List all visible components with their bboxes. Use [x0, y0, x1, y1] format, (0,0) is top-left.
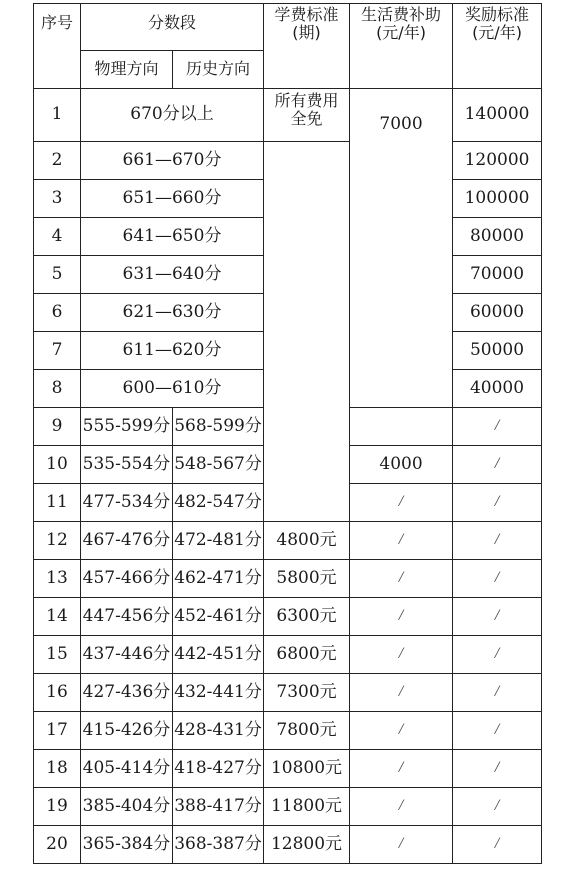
row-no: 3 [34, 180, 81, 218]
row-reward: / [453, 788, 542, 826]
header-row [34, 4, 542, 51]
row-no: 2 [34, 142, 81, 180]
row-reward: 40000 [453, 370, 542, 408]
header-living-line1: 生活费补助 [361, 5, 442, 24]
row-reward: / [453, 826, 542, 864]
row-no: 14 [34, 598, 81, 636]
row-history: 368-387分 [173, 826, 264, 864]
row-no: 5 [34, 256, 81, 294]
row-history: 452-461分 [173, 598, 264, 636]
row-no: 20 [34, 826, 81, 864]
table-row [34, 89, 542, 142]
row-reward: / [453, 598, 542, 636]
row-history: 568-599分 [173, 408, 264, 446]
row-no: 11 [34, 484, 81, 522]
row-tuition-line2: 全免 [290, 109, 323, 129]
row-score: 621—630分 [81, 294, 264, 332]
row-no: 6 [34, 294, 81, 332]
table-row [34, 522, 542, 560]
header-living [350, 4, 453, 89]
row-tuition: 6800元 [264, 636, 350, 674]
row-score: 641—650分 [81, 218, 264, 256]
row-physics: 555-599分 [81, 408, 173, 446]
row-reward: / [453, 484, 542, 522]
row-score: 600—610分 [81, 370, 264, 408]
row-reward: / [453, 446, 542, 484]
row-history: 388-417分 [173, 788, 264, 826]
row-living: 4000 [350, 446, 453, 484]
row-living: / [350, 598, 453, 636]
row-living: / [350, 560, 453, 598]
row-score: 670分以上 [81, 89, 264, 142]
row-no: 8 [34, 370, 81, 408]
row-physics: 415-426分 [81, 712, 173, 750]
row-living: / [350, 522, 453, 560]
row-no: 9 [34, 408, 81, 446]
row-living: / [350, 636, 453, 674]
header-tuition-line1: 学费标准 [274, 5, 339, 24]
row-no: 16 [34, 674, 81, 712]
row-physics: 535-554分 [81, 446, 173, 484]
row-no: 12 [34, 522, 81, 560]
row-reward: 50000 [453, 332, 542, 370]
table-row [34, 142, 542, 180]
row-history: 428-431分 [173, 712, 264, 750]
row-living-span [350, 89, 453, 408]
row-living: 7000 [379, 114, 423, 134]
row-living: / [350, 826, 453, 864]
row-history: 418-427分 [173, 750, 264, 788]
row-reward: 120000 [453, 142, 542, 180]
header-tuition [264, 4, 350, 89]
header-score-band: 分数段 [81, 4, 264, 51]
row-history: 482-547分 [173, 484, 264, 522]
table-row [34, 598, 542, 636]
row-tuition: 10800元 [264, 750, 350, 788]
row-history: 472-481分 [173, 522, 264, 560]
row-reward: 140000 [453, 89, 542, 142]
row-living: / [350, 750, 453, 788]
row-tuition [264, 89, 350, 142]
row-living: / [350, 788, 453, 826]
row-physics: 447-456分 [81, 598, 173, 636]
row-reward: / [453, 560, 542, 598]
header-reward-line1: 奖励标准 [465, 5, 530, 24]
row-no: 4 [34, 218, 81, 256]
row-score: 631—640分 [81, 256, 264, 294]
row-score: 651—660分 [81, 180, 264, 218]
row-reward: / [453, 712, 542, 750]
row-physics: 457-466分 [81, 560, 173, 598]
row-physics: 405-414分 [81, 750, 173, 788]
header-living-line2: (元/年) [376, 23, 426, 43]
table-row [34, 636, 542, 674]
row-no: 10 [34, 446, 81, 484]
scholarship-table [33, 3, 542, 864]
row-reward: / [453, 408, 542, 446]
row-no: 19 [34, 788, 81, 826]
table-row [34, 560, 542, 598]
table-row [34, 826, 542, 864]
row-history: 442-451分 [173, 636, 264, 674]
row-score: 661—670分 [81, 142, 264, 180]
row-no: 7 [34, 332, 81, 370]
row-score: 611—620分 [81, 332, 264, 370]
row-living: / [350, 484, 453, 522]
row-tuition-line1: 所有费用 [274, 91, 339, 110]
table-row [34, 788, 542, 826]
row-no: 15 [34, 636, 81, 674]
row-reward: / [453, 674, 542, 712]
row-tuition: 4800元 [264, 522, 350, 560]
header-physics: 物理方向 [81, 51, 173, 89]
row-reward: 80000 [453, 218, 542, 256]
header-tuition-line2: (期) [292, 23, 321, 43]
header-no: 序号 [34, 4, 81, 89]
table-row [34, 712, 542, 750]
row-history: 548-567分 [173, 446, 264, 484]
row-tuition: 11800元 [264, 788, 350, 826]
row-physics: 427-436分 [81, 674, 173, 712]
row-reward: / [453, 636, 542, 674]
row-tuition: 5800元 [264, 560, 350, 598]
row-tuition: 7300元 [264, 674, 350, 712]
header-reward-line2: (元/年) [472, 23, 522, 43]
row-living-blank [350, 408, 453, 446]
row-tuition: 7800元 [264, 712, 350, 750]
row-living: / [350, 712, 453, 750]
row-reward: / [453, 750, 542, 788]
row-history: 432-441分 [173, 674, 264, 712]
row-physics: 385-404分 [81, 788, 173, 826]
row-tuition: 6300元 [264, 598, 350, 636]
table-row [34, 674, 542, 712]
row-no: 13 [34, 560, 81, 598]
row-physics: 477-534分 [81, 484, 173, 522]
table-row [34, 750, 542, 788]
row-physics: 467-476分 [81, 522, 173, 560]
row-reward: 100000 [453, 180, 542, 218]
row-history: 462-471分 [173, 560, 264, 598]
header-reward [453, 4, 542, 89]
row-physics: 437-446分 [81, 636, 173, 674]
row-reward: 60000 [453, 294, 542, 332]
row-tuition-blank [264, 142, 350, 522]
row-no: 1 [34, 89, 81, 142]
row-reward: / [453, 522, 542, 560]
row-reward: 70000 [453, 256, 542, 294]
row-physics: 365-384分 [81, 826, 173, 864]
row-no: 17 [34, 712, 81, 750]
row-no: 18 [34, 750, 81, 788]
header-history: 历史方向 [173, 51, 264, 89]
row-tuition: 12800元 [264, 826, 350, 864]
row-living: / [350, 674, 453, 712]
